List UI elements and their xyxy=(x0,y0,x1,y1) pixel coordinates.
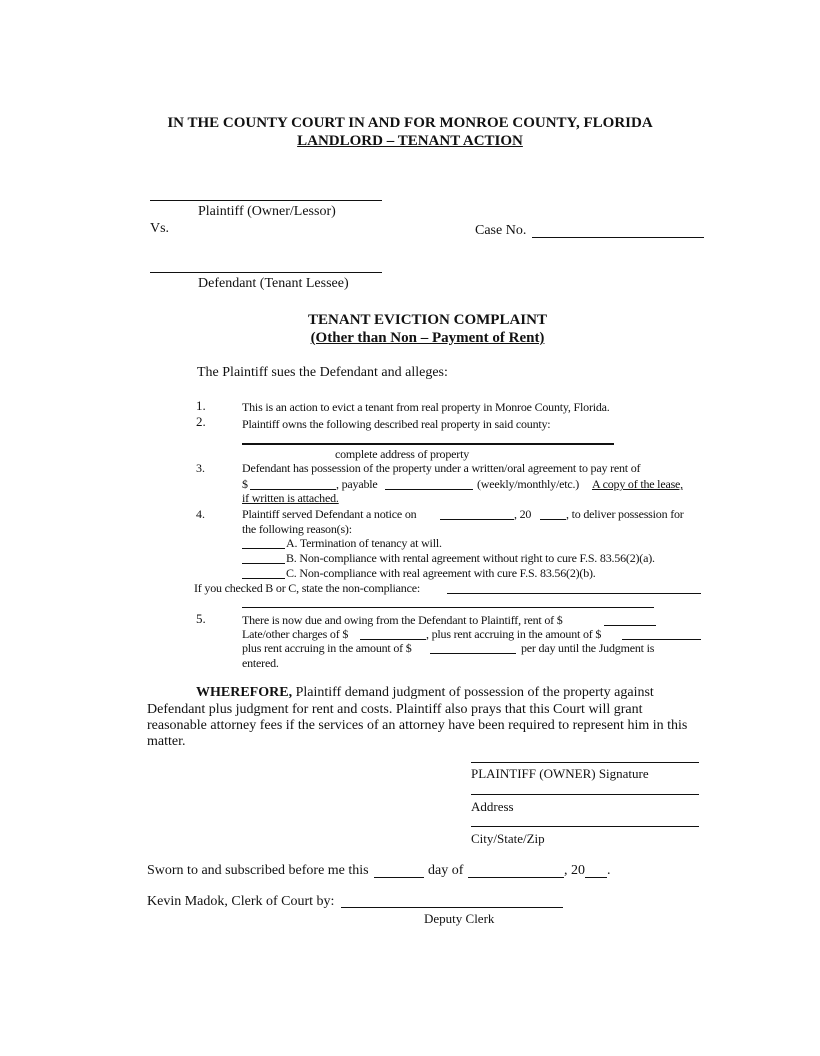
case-no-label: Case No. xyxy=(475,223,527,238)
item-3-line1: Defendant has possession of the property under a written/oral agreement to pay rent of xyxy=(242,461,641,475)
court-heading: IN THE COUNTY COURT IN AND FOR MONROE COUNTY, FLORIDA xyxy=(167,115,653,131)
clerk-signature-field[interactable] xyxy=(341,907,563,908)
item-4-line2: the following reason(s): xyxy=(242,522,352,536)
defendant-signature-line[interactable] xyxy=(150,272,382,273)
option-b-checkbox[interactable] xyxy=(242,563,285,564)
late-charges-field[interactable] xyxy=(360,639,426,640)
sworn-text-b: day of xyxy=(428,863,464,878)
item-4-line1b: , 20 xyxy=(514,507,532,521)
item-number-1: 1. xyxy=(196,398,206,413)
option-b-label: B. Non-compliance with rental agreement without right to cure F.S. 83.56(2)(a). xyxy=(286,551,655,565)
item-number-2: 2. xyxy=(196,414,206,429)
vs-label: Vs. xyxy=(150,221,170,236)
item-5-line3a: plus rent accruing in the amount of $ xyxy=(242,641,412,655)
clerk-by-label: Kevin Madok, Clerk of Court by: xyxy=(147,894,335,909)
wherefore-line4: matter. xyxy=(147,734,186,749)
option-a-label: A. Termination of tenancy at will. xyxy=(286,536,442,550)
item-4-line1c: , to deliver possession for xyxy=(566,507,684,521)
sworn-day-field[interactable] xyxy=(374,877,424,878)
item-5-line1: There is now due and owing from the Defendant to Plaintiff, rent of $ xyxy=(242,613,563,627)
item-5-line2a: Late/other charges of $ xyxy=(242,627,349,641)
item-5-line2b: , plus rent accruing in the amount of $ xyxy=(426,627,602,641)
item-5-line4: entered. xyxy=(242,656,279,670)
sworn-month-field[interactable] xyxy=(468,877,564,878)
complaint-title: TENANT EVICTION COMPLAINT xyxy=(308,312,547,328)
item-1-text: This is an action to evict a tenant from real property in Monroe County, Florida. xyxy=(242,400,610,414)
intro-text: The Plaintiff sues the Defendant and alleges: xyxy=(197,365,448,380)
rent-due-field[interactable] xyxy=(604,625,656,626)
address-label: Address xyxy=(471,799,514,814)
sworn-text-c: , 20 xyxy=(564,863,585,878)
item-3-dollar: $ xyxy=(242,477,248,491)
item-2-text: Plaintiff owns the following described real property in said county: xyxy=(242,417,551,431)
non-compliance-field-2[interactable] xyxy=(242,607,654,608)
rent-per-day-field[interactable] xyxy=(430,653,516,654)
payment-frequency-field[interactable] xyxy=(385,489,473,490)
deputy-clerk-label: Deputy Clerk xyxy=(424,911,495,926)
item-number-4: 4. xyxy=(196,507,205,521)
wherefore-line2: Defendant plus judgment for rent and costs. Plaintiff also prays that this Court will grant xyxy=(147,702,643,717)
option-a-checkbox[interactable] xyxy=(242,548,285,549)
address-field[interactable] xyxy=(471,794,699,795)
non-compliance-field-1[interactable] xyxy=(447,593,701,594)
item-number-3: 3. xyxy=(196,461,205,475)
sworn-text-a: Sworn to and subscribed before me this xyxy=(147,863,369,878)
address-caption: complete address of property xyxy=(335,447,470,461)
city-state-zip-label: City/State/Zip xyxy=(471,831,545,846)
rent-amount-field[interactable] xyxy=(250,489,336,490)
city-state-zip-field[interactable] xyxy=(471,826,699,827)
action-heading: LANDLORD – TENANT ACTION xyxy=(297,133,523,149)
option-c-checkbox[interactable] xyxy=(242,578,285,579)
non-compliance-label: If you checked B or C, state the non-compliance: xyxy=(194,581,420,595)
item-5-line3b: per day until the Judgment is xyxy=(521,641,655,655)
wherefore-line3: reasonable attorney fees if the services of an attorney have been required to represent him in this xyxy=(147,718,688,733)
plaintiff-label: Plaintiff (Owner/Lessor) xyxy=(198,204,336,219)
item-number-5: 5. xyxy=(196,611,206,626)
sworn-year-field[interactable] xyxy=(585,877,607,878)
option-c-label: C. Non-compliance with real agreement with cure F.S. 83.56(2)(b). xyxy=(286,566,596,580)
notice-year-field[interactable] xyxy=(540,519,566,520)
complaint-subtitle: (Other than Non – Payment of Rent) xyxy=(310,330,545,346)
defendant-label: Defendant (Tenant Lessee) xyxy=(198,276,349,291)
rent-accruing-field-1[interactable] xyxy=(622,639,701,640)
signature-label: PLAINTIFF (OWNER) Signature xyxy=(471,766,649,781)
wherefore-line1-text: Plaintiff demand judgment of possession of the property against xyxy=(292,685,654,700)
case-no-field[interactable] xyxy=(532,237,704,238)
wherefore-line1 xyxy=(196,686,654,700)
item-4-line1a: Plaintiff served Defendant a notice on xyxy=(242,507,417,521)
item-3-payable: , payable xyxy=(336,477,378,491)
wherefore-lead: WHEREFORE, xyxy=(196,685,293,700)
item-3-written: if written is attached. xyxy=(242,491,339,505)
sworn-text-d: . xyxy=(607,863,611,878)
item-3-frequency: (weekly/monthly/etc.) xyxy=(477,477,580,491)
property-address-field[interactable] xyxy=(242,443,614,445)
item-3-lease-copy: A copy of the lease, xyxy=(592,477,683,491)
plaintiff-signature-field[interactable] xyxy=(471,762,699,763)
plaintiff-signature-line[interactable] xyxy=(150,200,382,201)
notice-date-field[interactable] xyxy=(440,519,514,520)
